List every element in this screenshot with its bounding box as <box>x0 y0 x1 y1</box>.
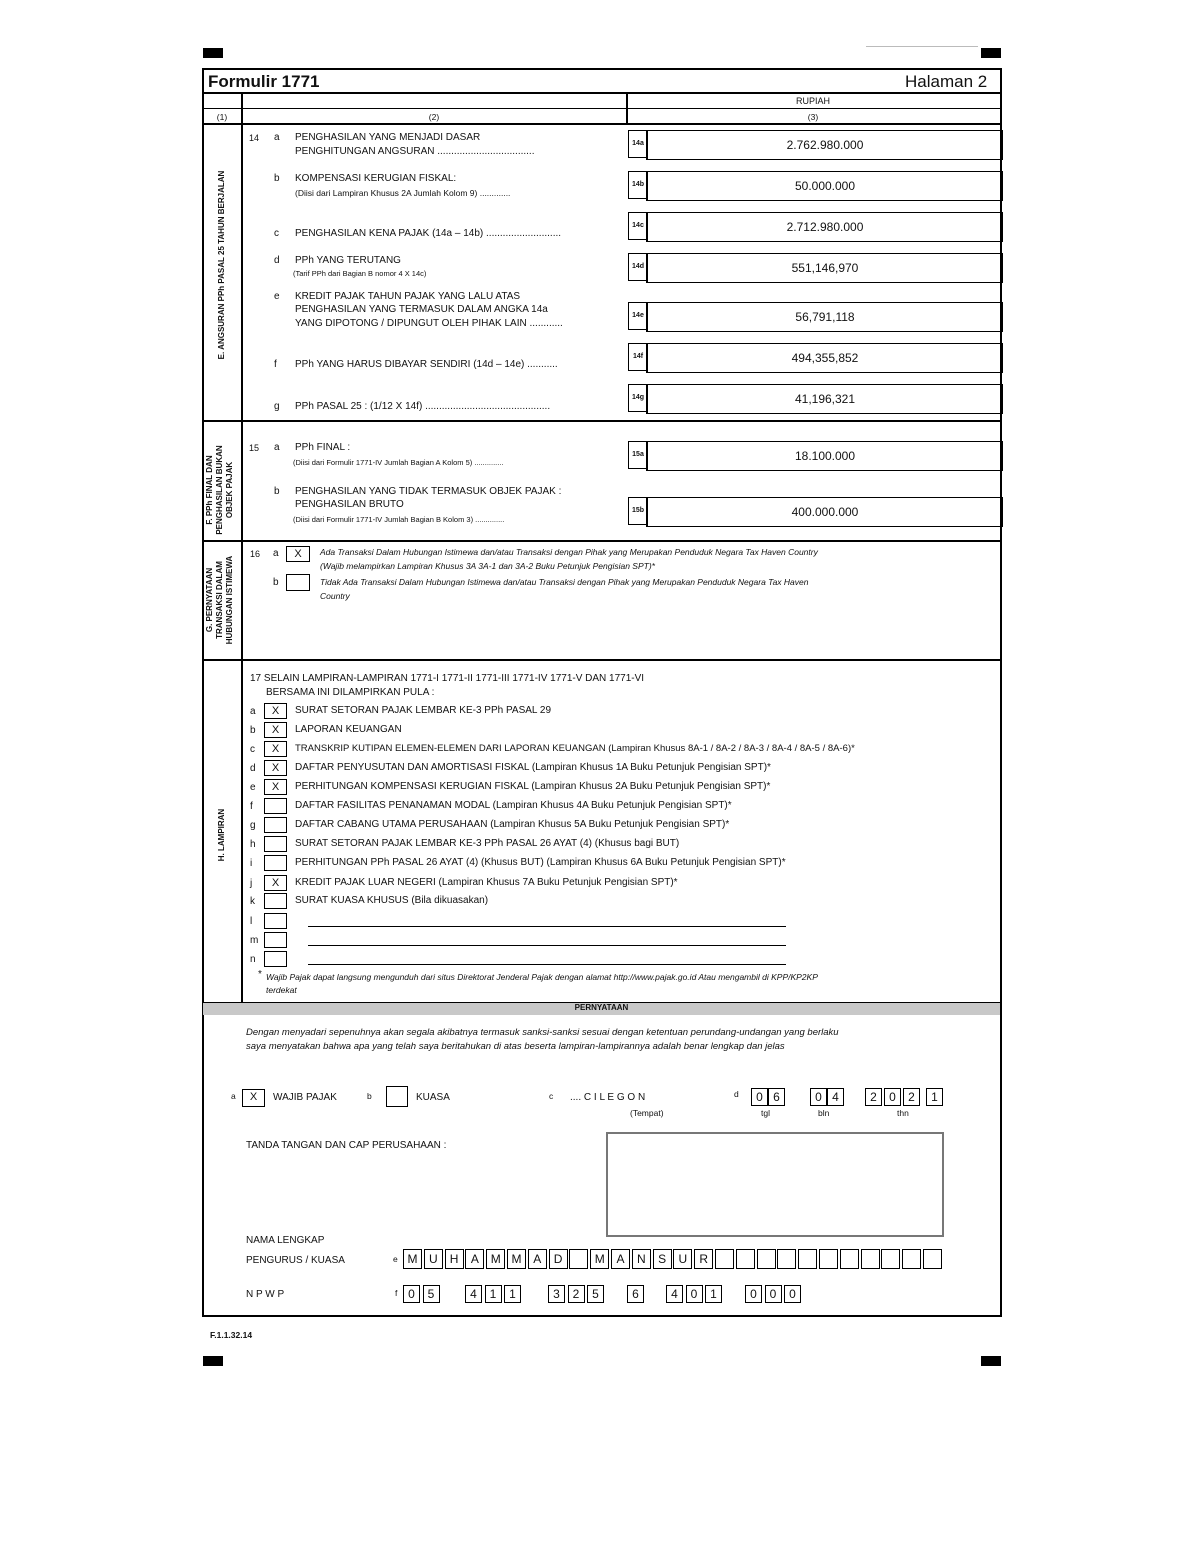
signature-label: TANDA TANGAN DAN CAP PERUSAHAAN : <box>246 1140 447 1151</box>
attachment-letter-j: j <box>250 878 253 889</box>
row-14d-label-2: (Tarif PPh dari Bagian B nomor 4 X 14c) <box>293 269 427 278</box>
frame-bottom <box>202 1315 1002 1317</box>
npwp-digit-cell: 0 <box>745 1285 762 1303</box>
attachment-line-m[interactable] <box>308 945 786 946</box>
item-17-intro-1: 17 SELAIN LAMPIRAN-LAMPIRAN 1771-I 1771-II 1771-III 1771-IV 1771-V DAN 1771-VI <box>250 673 645 684</box>
registration-mark-top-right <box>981 48 1001 58</box>
row-14f-label-1: PPh YANG HARUS DIBAYAR SENDIRI (14d – 14e) ........... <box>295 359 558 370</box>
attachment-checkbox-n[interactable] <box>264 951 287 967</box>
name-char-cell <box>757 1249 776 1269</box>
row-14e-letter: e <box>274 291 280 302</box>
attachment-letter-f: f <box>250 801 253 812</box>
row-15b-label-2: PENGHASILAN BRUTO <box>295 499 404 510</box>
name-char-cell: M <box>486 1249 505 1269</box>
attachment-label-j: KREDIT PAJAK LUAR NEGERI (Lampiran Khusus 7A Buku Petunjuk Pengisian SPT)* <box>295 877 678 888</box>
npwp-digit-cell: 5 <box>423 1285 440 1303</box>
declaration-text-1: Dengan menyadari sepenuhnya akan segala akibatnya termasuk sanksi-sanksi sesuai dengan ketentuan perundang-undangan yang berlaku <box>246 1027 839 1038</box>
section-g-title-3: HUBUNGAN ISTIMEWA <box>225 555 234 645</box>
attachment-checkbox-k[interactable] <box>264 893 287 909</box>
section-f-title-3: OBJEK PAJAK <box>225 461 234 519</box>
row-16b-text-2: Country <box>320 591 350 601</box>
npwp-digit-cell: 6 <box>627 1285 644 1303</box>
row-14b-label-1: KOMPENSASI KERUGIAN FISKAL: <box>295 173 457 184</box>
row-15b-label-3: (Diisi dari Formulir 1771-IV Jumlah Bagian B Kolom 3) .............. <box>293 515 505 524</box>
date-day-digit-1: 0 <box>751 1088 768 1106</box>
attachment-label-g: DAFTAR CABANG UTAMA PERUSAHAAN (Lampiran Khusus 5A Buku Petunjuk Pengisian SPT)* <box>295 819 730 830</box>
section-e-bottom-rule <box>202 420 1002 422</box>
attachment-label-c: TRANSKRIP KUTIPAN ELEMEN-ELEMEN DARI LAPORAN KEUANGAN (Lampiran Khusus 8A-1 / 8A-2 / 8A-3 / 8A-4 / 8A-5 / 8A-6)* <box>295 743 855 754</box>
attachment-checkbox-d[interactable]: X <box>264 760 287 776</box>
row-14c-code: 14c <box>628 212 648 240</box>
signer-taxpayer-label: WAJIB PAJAK <box>273 1092 337 1103</box>
npwp-label: N P W P <box>246 1289 285 1300</box>
section-g-bottom-rule <box>202 659 1002 661</box>
section-e-title: E. ANGSURAN PPh PASAL 25 TAHUN BERJALAN <box>217 170 226 360</box>
section-h-title: H. LAMPIRAN <box>217 808 226 862</box>
section-g-title-2: TRANSAKSI DALAM <box>215 561 224 639</box>
row-14e-code: 14e <box>628 302 648 330</box>
row-14g-value[interactable]: 41,196,321 <box>646 384 1003 414</box>
date-month-digit-1: 0 <box>810 1088 827 1106</box>
npwp-digit-cell: 0 <box>403 1285 420 1303</box>
date-month-caption: bln <box>818 1108 830 1118</box>
row-16a-text-1: Ada Transaksi Dalam Hubungan Istimewa dan/atau Transaksi dengan Pihak yang Merupakan Penduduk Negara Tax Haven Country <box>320 547 818 557</box>
attachment-checkbox-f[interactable] <box>264 798 287 814</box>
row-15a-value[interactable]: 18.100.000 <box>646 441 1003 471</box>
npwp-digit-cell: 1 <box>485 1285 502 1303</box>
name-char-cell: U <box>673 1249 692 1269</box>
row-14a-label-1: PENGHASILAN YANG MENJADI DASAR <box>295 132 481 143</box>
name-char-cell: S <box>653 1249 672 1269</box>
name-char-cell: U <box>424 1249 443 1269</box>
row-16a-text-2: (Wajib melampirkan Lampiran Khusus 3A 3A-1 dan 3A-2 Buku Petunjuk Pengisian SPT)* <box>320 561 655 571</box>
name-char-cell <box>923 1249 942 1269</box>
row-14f-code: 14f <box>628 343 648 371</box>
npwp-digit-cell: 3 <box>548 1285 565 1303</box>
row-14e-label-1: KREDIT PAJAK TAHUN PAJAK YANG LALU ATAS <box>295 291 521 302</box>
item-14-number: 14 <box>249 133 260 143</box>
signature-stamp-box[interactable] <box>606 1132 944 1237</box>
row-14b-letter: b <box>274 173 280 184</box>
attachment-letter-g: g <box>250 820 256 831</box>
row-14f-value[interactable]: 494,355,852 <box>646 343 1003 373</box>
signer-a-letter: a <box>231 1091 236 1101</box>
section-f-title-1: F. PPh FINAL DAN <box>205 455 214 525</box>
attachment-letter-n: n <box>250 954 256 965</box>
row-15a-letter: a <box>274 442 280 453</box>
name-e-letter: e <box>393 1254 398 1264</box>
frame-top <box>202 68 1002 70</box>
name-char-cell: M <box>403 1249 422 1269</box>
name-char-cell <box>777 1249 796 1269</box>
attachment-checkbox-e[interactable]: X <box>264 779 287 795</box>
header-rule <box>202 92 1002 94</box>
name-char-cell: N <box>632 1249 651 1269</box>
row-15b-label-1: PENGHASILAN YANG TIDAK TERMASUK OBJEK PAJAK : <box>295 486 562 497</box>
attachment-letter-i: i <box>250 858 253 869</box>
name-char-cell <box>715 1249 734 1269</box>
item-16-number: 16 <box>250 549 261 559</box>
attachment-label-f: DAFTAR FASILITAS PENANAMAN MODAL (Lampiran Khusus 4A Buku Petunjuk Pengisian SPT)* <box>295 800 732 811</box>
section-f-bottom-rule <box>202 540 1002 542</box>
registration-mark-top-left <box>203 48 223 58</box>
attachment-checkbox-h[interactable] <box>264 836 287 852</box>
attachment-label-b: LAPORAN KEUANGAN <box>295 724 402 735</box>
attachment-letter-e: e <box>250 782 256 793</box>
attachment-letter-m: m <box>250 935 259 946</box>
npwp-digit-cell: 0 <box>784 1285 801 1303</box>
attachment-line-n[interactable] <box>308 964 786 965</box>
attachment-label-e: PERHITUNGAN KOMPENSASI KERUGIAN FISKAL (Lampiran Khusus 2A Buku Petunjuk Pengisian SPT)* <box>295 781 771 792</box>
attachment-label-a: SURAT SETORAN PAJAK LEMBAR KE-3 PPh PASAL 29 <box>295 705 552 716</box>
date-year-caption: thn <box>897 1108 909 1118</box>
row-14d-label-1: PPh YANG TERUTANG <box>295 255 401 266</box>
row-14b-code: 14b <box>628 171 648 199</box>
col1-label: (1) <box>216 112 228 122</box>
name-char-cell: D <box>549 1249 568 1269</box>
row-14a-label-2: PENGHITUNGAN ANGSURAN ................................... <box>295 146 535 157</box>
col3-label: (3) <box>807 112 819 122</box>
form-code: F.1.1.32.14 <box>210 1330 253 1340</box>
row-14d-value[interactable]: 551,146,970 <box>646 253 1003 283</box>
attachment-letter-a: a <box>250 706 256 717</box>
row-14g-label-1: PPh PASAL 25 : (1/12 X 14f) ............................................. <box>295 401 551 412</box>
row-14b-label-2: (Diisi dari Lampiran Khusus 2A Jumlah Kolom 9) ............. <box>295 188 511 198</box>
attachment-letter-h: h <box>250 839 256 850</box>
row-15b-letter: b <box>274 486 280 497</box>
attachment-label-h: SURAT SETORAN PAJAK LEMBAR KE-3 PPh PASAL 26 AYAT (4) (Khusus bagi BUT) <box>295 838 680 849</box>
attachment-label-i: PERHITUNGAN PPh PASAL 26 AYAT (4) (Khusus BUT) (Lampiran Khusus 6A Buku Petunjuk Pengisian SPT)* <box>295 857 786 868</box>
attachment-letter-c: c <box>250 744 255 755</box>
name-char-cell <box>798 1249 817 1269</box>
row-15a-label-1: PPh FINAL : <box>295 442 351 453</box>
row-14c-label-1: PENGHASILAN KENA PAJAK (14a – 14b) ........................... <box>295 228 562 239</box>
date-d-letter: d <box>734 1089 739 1099</box>
pernyataan-heading: PERNYATAAN <box>574 1003 629 1012</box>
attachment-label-d: DAFTAR PENYUSUTAN DAN AMORTISASI FISKAL (Lampiran Khusus 1A Buku Petunjuk Pengisian SPT)* <box>295 762 771 773</box>
row-15b-value[interactable]: 400.000.000 <box>646 497 1003 527</box>
page-label: Halaman 2 <box>905 72 988 91</box>
npwp-digit-cell: 1 <box>705 1285 722 1303</box>
row-14d-letter: d <box>274 255 280 266</box>
header-rule-3 <box>202 123 1002 125</box>
attachment-checkbox-g[interactable] <box>264 817 287 833</box>
npwp-digit-cell: 0 <box>765 1285 782 1303</box>
row-14b-value[interactable]: 50.000.000 <box>646 171 1003 201</box>
date-day-digit-2: 6 <box>768 1088 785 1106</box>
signer-proxy-checkbox[interactable] <box>386 1086 408 1107</box>
row-14e-label-2: PENGHASILAN YANG TERMASUK DALAM ANGKA 14a <box>295 304 548 315</box>
npwp-digit-cell: 2 <box>568 1285 585 1303</box>
attachment-letter-l: l <box>250 916 253 927</box>
form-title: Formulir 1771 <box>208 72 320 91</box>
row-14g-code: 14g <box>628 384 648 412</box>
npwp-digit-cell: 4 <box>465 1285 482 1303</box>
name-char-cell <box>881 1249 900 1269</box>
name-char-cell <box>819 1249 838 1269</box>
attachment-letter-b: b <box>250 725 256 736</box>
date-year-digit-2: 0 <box>884 1088 901 1106</box>
name-char-cell: A <box>528 1249 547 1269</box>
date-day-caption: tgl <box>761 1108 770 1118</box>
row-16b-letter: b <box>273 577 279 588</box>
row-16a-letter: a <box>273 548 279 559</box>
name-char-cell <box>902 1249 921 1269</box>
name-char-cell: H <box>445 1249 464 1269</box>
name-char-cell: M <box>590 1249 609 1269</box>
date-year-digit-1: 2 <box>865 1088 882 1106</box>
attachment-letter-k: k <box>250 896 255 907</box>
item-15-number: 15 <box>249 443 260 453</box>
attachment-checkbox-l[interactable] <box>264 913 287 929</box>
row-14e-label-3: YANG DIPOTONG / DIPUNGUT OLEH PIHAK LAIN ............ <box>295 318 563 329</box>
row-16b-checkbox[interactable] <box>286 574 310 591</box>
npwp-digit-cell: 5 <box>587 1285 604 1303</box>
row-14e-value[interactable]: 56,791,118 <box>646 302 1003 332</box>
row-14a-letter: a <box>274 132 280 143</box>
row-15b-code: 15b <box>628 497 648 525</box>
attachment-checkbox-a[interactable]: X <box>264 703 287 719</box>
name-char-cell: M <box>507 1249 526 1269</box>
registration-mark-bottom-right <box>981 1356 1001 1366</box>
attachment-label-k: SURAT KUASA KHUSUS (Bila dikuasakan) <box>295 895 489 906</box>
place-c-letter: c <box>549 1091 554 1101</box>
declaration-text-2: saya menyatakan bahwa apa yang telah saya beritahukan di atas beserta lampiran-lampirannya adalah benar lengkap dan jelas <box>246 1041 785 1052</box>
row-15a-code: 15a <box>628 441 648 469</box>
place-caption: (Tempat) <box>630 1108 664 1118</box>
currency-label: RUPIAH <box>795 96 830 106</box>
footnote-text-1: Wajib Pajak dapat langsung mengunduh dari situs Direktorat Jenderal Pajak dengan alamat http://www.pajak.go.id Atau mengambil di KPP/KP2KP <box>266 972 818 982</box>
col2-label: (2) <box>428 112 440 122</box>
section-g-title-1: G. PERNYATAAN <box>205 567 214 633</box>
npwp-digit-cell: 1 <box>504 1285 521 1303</box>
date-year-digit-4: 1 <box>926 1088 943 1106</box>
attachment-checkbox-m[interactable] <box>264 932 287 948</box>
row-14g-letter: g <box>274 401 280 412</box>
footnote-text-2: terdekat <box>266 985 297 995</box>
row-14a-value[interactable]: 2.762.980.000 <box>646 130 1003 160</box>
row-14f-letter: f <box>274 359 277 370</box>
name-char-cell <box>736 1249 755 1269</box>
section-g-title <box>205 540 237 660</box>
row-14d-code: 14d <box>628 253 648 281</box>
frame-left <box>202 68 204 1316</box>
row-14c-value[interactable]: 2.712.980.000 <box>646 212 1003 242</box>
name-label-2: PENGURUS / KUASA <box>246 1255 345 1266</box>
footnote-star: * <box>258 969 262 980</box>
signer-b-letter: b <box>367 1091 372 1101</box>
date-year-digit-3: 2 <box>903 1088 920 1106</box>
name-char-cell <box>840 1249 859 1269</box>
place-value[interactable]: .... C I L E G O N <box>570 1092 646 1103</box>
row-15a-label-2: (Diisi dari Formulir 1771-IV Jumlah Bagian A Kolom 5) .............. <box>293 458 504 467</box>
item-17-intro-2: BERSAMA INI DILAMPIRKAN PULA : <box>266 687 435 698</box>
attachment-checkbox-c[interactable]: X <box>264 741 287 757</box>
row-16b-text-1: Tidak Ada Transaksi Dalam Hubungan Istimewa dan/atau Transaksi dengan Pihak yang Merupakan Penduduk Negara Tax Haven <box>320 577 809 587</box>
row-16a-checkbox[interactable]: X <box>286 546 310 562</box>
name-label-1: NAMA LENGKAP <box>246 1235 325 1246</box>
section-f-title-2: PENGHASILAN BUKAN <box>215 445 224 535</box>
attachment-letter-d: d <box>250 763 256 774</box>
npwp-digit-cell: 0 <box>686 1285 703 1303</box>
npwp-f-letter: f <box>395 1288 398 1298</box>
row-14c-letter: c <box>274 228 279 239</box>
registration-mark-bottom-left <box>203 1356 223 1366</box>
attachment-checkbox-j[interactable]: X <box>264 875 287 891</box>
header-rule-2 <box>202 108 1002 109</box>
section-label-divider <box>241 123 243 1003</box>
attachment-checkbox-i[interactable] <box>264 855 287 871</box>
date-month-digit-2: 4 <box>827 1088 844 1106</box>
signer-proxy-label: KUASA <box>416 1092 450 1103</box>
attachment-checkbox-b[interactable]: X <box>264 722 287 738</box>
npwp-digit-cell: 4 <box>666 1285 683 1303</box>
name-char-cell: R <box>694 1249 713 1269</box>
attachment-line-l[interactable] <box>308 926 786 927</box>
signer-taxpayer-checkbox[interactable]: X <box>242 1089 265 1107</box>
name-char-cell <box>861 1249 880 1269</box>
top-hairline <box>866 46 978 47</box>
name-char-cell: A <box>465 1249 484 1269</box>
name-char-cell <box>569 1249 588 1269</box>
row-14a-code: 14a <box>628 130 648 158</box>
name-char-cell: A <box>611 1249 630 1269</box>
